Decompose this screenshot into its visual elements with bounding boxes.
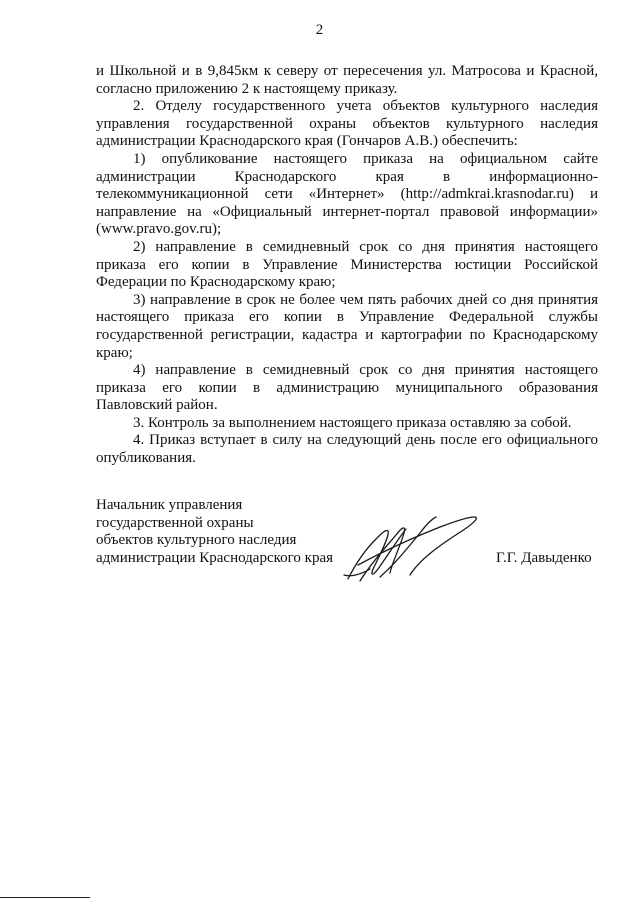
paragraph-subitem-3: 3) направление в срок не более чем пять рабочих дней со дня принятия настоящего приказа его копии в Управление Федеральной службы государственной регистрации, кадастра и картографии по Краснодарскому краю; [96, 291, 598, 361]
footer-divider [0, 897, 90, 898]
position-line: государственной охраны [96, 514, 254, 531]
paragraph-item-3: 3. Контроль за выполнением настоящего приказа оставляю за собой. [133, 414, 572, 431]
position-line: Начальник управления [96, 497, 243, 513]
paragraph-item-4: 4. Приказ вступает в силу на следующий день после его официального опубликования. [96, 432, 598, 467]
signatory-name: Г.Г. Давыденко [496, 550, 592, 566]
position-line: администрации Краснодарского края [96, 549, 334, 566]
page-number: 2 [315, 22, 324, 38]
paragraph-subitem-4: 4) направление в семидневный срок со дня принятия настоящего приказа его копии в администрацию муниципального образования Павловский район. [96, 362, 598, 414]
paragraph-subitem-2: 2) направление в семидневный срок со дня принятия настоящего приказа его копии в Управление Министерства юстиции Российской Федерации по Краснодарскому краю; [96, 238, 598, 291]
signatory-position [96, 497, 333, 567]
paragraph-continuation: и Школьной и в 9,845км к северу от пересечения ул. Матросова и Красной, согласно приложению 2 к настоящему приказу. [96, 63, 598, 97]
document-body [96, 63, 598, 468]
paragraph-subitem-1: 1) опубликование настоящего приказа на официальном сайте администрации Краснодарского края в информационно-телекоммуникационной сети «Интернет» (http://admkrai.krasnodar.ru) и направление на «Официальный интернет-портал правовой информации» (www.pravo.gov.ru); [96, 150, 598, 238]
paragraph-item-2: 2. Отделу государственного учета объектов культурного наследия управления государственной охраны объектов культурного наследия администрации Краснодарского края (Гончаров А.В.) обеспечить: [96, 98, 598, 150]
position-line: объектов культурного наследия [96, 532, 297, 549]
handwritten-signature [340, 505, 490, 585]
